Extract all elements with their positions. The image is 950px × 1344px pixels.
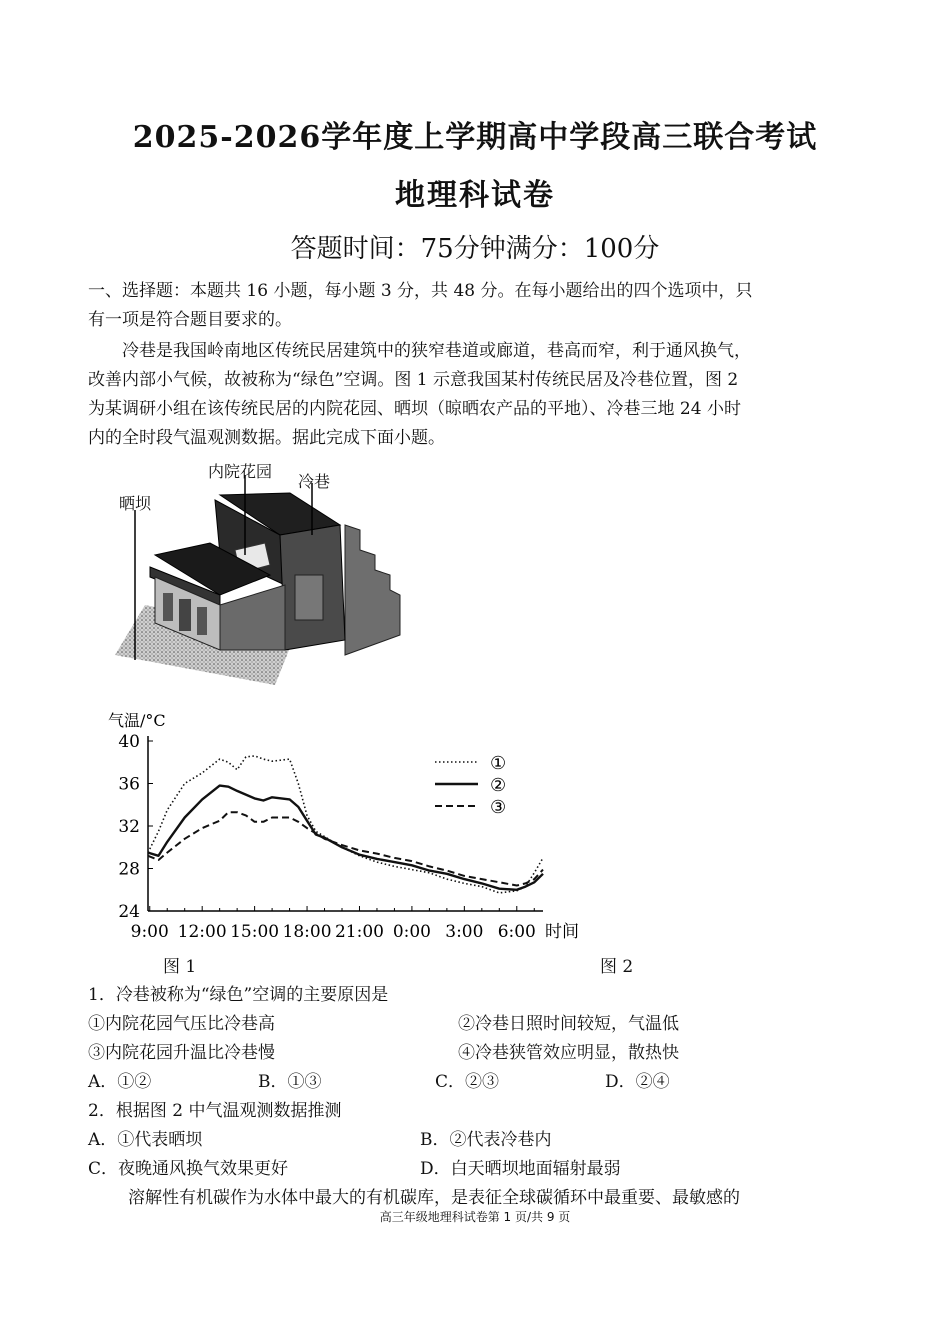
section-intro-line1: 一、选择题：本题共 16 小题，每小题 3 分，共 48 分。在每小题给出的四个选项中，只	[88, 281, 753, 301]
x-tick-label: 3:00	[445, 922, 484, 942]
passage1-line2: 改善内部小气候，故被称为“绿色”空调。图 1 示意我国某村传统民居及冷巷位置，图 2	[88, 370, 739, 390]
y-axis-label: 气温/°C	[108, 711, 166, 730]
q1-option-d: D．②④	[605, 1072, 670, 1092]
q1-statement-3: ③内院花园升温比冷巷慢	[88, 1043, 275, 1063]
figure1-label-drying: 晒坝	[119, 494, 152, 513]
q1-option-c: C．②③	[435, 1072, 500, 1092]
section-intro-line2: 有一项是符合题目要求的。	[88, 310, 292, 330]
q2-option-a: A．①代表晒坝	[88, 1130, 203, 1150]
q1-statement-2: ②冷巷日照时间较短，气温低	[458, 1014, 679, 1034]
q1-statement-4: ④冷巷狭管效应明显，散热快	[458, 1043, 679, 1063]
passage2-line1: 溶解性有机碳作为水体中最大的有机碳库，是表征全球碳循环中最重要、最敏感的	[128, 1188, 740, 1208]
series-line-1	[148, 756, 543, 893]
page-footer: 高三年级地理科试卷第 1 页/共 9 页	[379, 1210, 571, 1224]
q2-stem: 2．根据图 2 中气温观测数据推测	[88, 1101, 342, 1121]
y-tick-label: 32	[118, 817, 140, 837]
exam-subject: 地理科试卷	[395, 178, 555, 213]
exam-time-score: 答题时间：75分钟满分：100分	[290, 234, 660, 264]
y-tick-label: 36	[118, 774, 140, 795]
q2-option-b: B．②代表冷巷内	[420, 1130, 552, 1150]
x-tick-label: 18:00	[282, 922, 332, 942]
y-tick-label: 28	[118, 859, 140, 880]
passage1-line1: 冷巷是我国岭南地区传统民居建筑中的狭窄巷道或廊道，巷高而窄，利于通风换气，	[122, 341, 751, 361]
figure1-label-garden: 内院花园	[208, 462, 273, 481]
exam-title: 2025-2026学年度上学期高中学段高三联合考试	[132, 120, 818, 155]
series-line-2	[148, 786, 543, 890]
x-tick-label: 0:00	[392, 922, 432, 942]
x-axis-label: 时间	[545, 922, 579, 942]
x-tick-label: 9:00	[130, 922, 169, 942]
q1-statement-1: ①内院花园气压比冷巷高	[88, 1014, 275, 1034]
passage1-line3: 为某调研小组在该传统民居的内院花园、晒坝（晾晒农产品的平地）、冷巷三地 24 小时	[88, 399, 741, 419]
figure1-house-illustration	[105, 455, 435, 690]
q1-option-a: A．①②	[88, 1072, 152, 1092]
figure2-caption: 图 2	[600, 957, 634, 977]
y-tick-label: 40	[118, 732, 140, 752]
y-tick-label: 24	[118, 902, 140, 922]
x-tick-label: 21:00	[334, 922, 384, 942]
legend-label-2: ②	[490, 775, 507, 796]
legend-label-1: ①	[490, 753, 507, 774]
x-tick-label: 15:00	[230, 922, 280, 942]
q2-option-d: D．白天晒坝地面辐射最弱	[420, 1159, 621, 1179]
figure1-label-alley: 冷巷	[298, 472, 331, 491]
passage1-line4: 内的全时段气温观测数据。据此完成下面小题。	[88, 428, 445, 448]
legend-label-3: ③	[490, 797, 507, 818]
q2-option-c: C．夜晚通风换气效果更好	[88, 1159, 289, 1179]
figure2-temperature-chart	[100, 700, 580, 950]
x-tick-label: 6:00	[497, 922, 536, 942]
x-tick-label: 12:00	[177, 922, 227, 942]
figure1-caption: 图 1	[163, 957, 197, 977]
q1-stem: 1．冷巷被称为“绿色”空调的主要原因是	[88, 985, 389, 1005]
q1-option-b: B．①③	[258, 1072, 322, 1092]
